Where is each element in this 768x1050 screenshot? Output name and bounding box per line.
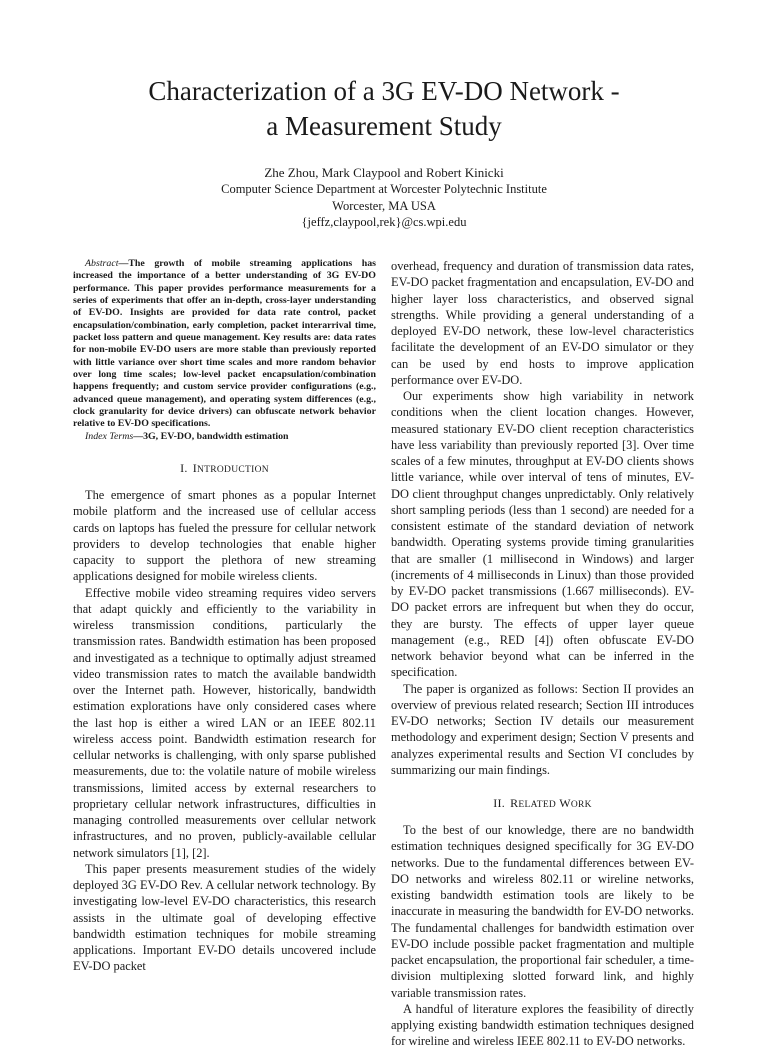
intro-paragraph-5: The paper is organized as follows: Section II provides an overview of previous related research; Section III introduces EV-DO networks; Section IV details our measurement methodology and experiment design; Section V presents and analyzes experimental results and Section VI concludes by summarizing our main findings. (391, 681, 694, 777)
section-title-initial: R (510, 796, 519, 810)
title-line-1: Characterization of a 3G EV-DO Network - (148, 76, 620, 106)
paper-title (40, 74, 728, 144)
related-paragraph-2: A handful of literature explores the feasibility of directly applying existing bandwidth estimation techniques designed for wireline and wireless IEEE 802.11 to EV-DO networks. (391, 1001, 694, 1049)
related-paragraph-1: To the best of our knowledge, there are no bandwidth estimation techniques designed specifically for 3G EV-DO networks. Due to the fundamental differences between EV-DO networks and wireless 802.11 or wireline networks, existing bandwidth estimation tools are likely to be inaccurate in measuring the bandwidth for EV-DO networks. The fundamental challenges for bandwidth estimation over EV-DO include possible packet fragmentation and multiple packet encapsulation, the proportional fair scheduler, a time-division multiplexing slotted forward link, and highly variable transmission rates. (391, 823, 694, 1000)
affiliation: Computer Science Department at Worcester Polytechnic Institute (221, 182, 547, 196)
intro-paragraph-1: The emergence of smart phones as a popular Internet mobile platform and the increased use of cellular access cards on laptops has fueled the pressure for cellular network providers to develop technologies that enable higher capacity to support the plethora of new streaming applications designed for mobile wireless clients. (73, 488, 376, 584)
abstract-label: Abstract (85, 258, 119, 269)
section-heading-related-work (391, 795, 694, 813)
location: Worcester, MA USA (332, 198, 436, 213)
section-heading-introduction (73, 460, 376, 478)
section-title-initial-2: W (559, 796, 571, 810)
abstract-text: —The growth of mobile streaming applications has increased the importance of a better understanding of 3G EV-DO performance. This paper provides performance measurements for a series of experiments that offer an in-depth, cross-layer understanding of EV-DO. Insights are provided for data rate control, packet encapsulation/combination, early completion, packet interarrival time, packet loss pattern and queue management. Key results are: data rates for non-mobile EV-DO users are more stable than previously reported with little variance over short time scales and more random behavior over long time scales; low-level packet encapsulation/combination happens frequently; and custom service provider configurations (e.g., advanced queue management), and operating system differences (e.g., clock granularity for device drivers) can obfuscate network behavior relative to EV-DO specifications. (73, 258, 376, 430)
abstract (73, 258, 376, 431)
left-column (73, 258, 376, 975)
section-title-rest: NTRODUCTION (197, 465, 269, 476)
affiliation-block (40, 181, 728, 231)
intro-paragraph-2: Effective mobile video streaming requires video servers that adapt quickly and efficiently to the variability in wireless transmission conditions, particularly the transmission rates. Bandwidth estimation has been proposed and investigated as a technique to optimally adjust streamed video transmission rates to match the available bandwidth over the Internet path. However, historically, bandwidth estimation explorations have only considered cases where the last hop is either a wired LAN or an IEEE 802.11 wireless access point. Bandwidth estimation research for cellular networks is challenging, with only sparse published measurements, due to: the volatile nature of mobile wireless transmissions, limited access by external researchers to proprietary cellular network infrastructures, difficulties in managing controlled measurements over cellular network infrastructures, and no proven, publicly-available cellular network simulators [1], [2]. (73, 585, 376, 860)
section-title-rest-2: ORK (570, 800, 592, 810)
intro-paragraph-3-start: This paper presents measurement studies of the widely deployed 3G EV-DO Rev. A cellular network technology. By investigating low-level EV-DO characteristics, this research assists in the ultimate goal of developing effective bandwidth estimation techniques for mobile streaming applications. Important EV-DO details uncovered include EV-DO packet (73, 861, 376, 974)
index-terms (73, 431, 376, 443)
author-emails: {jeffz,claypool,rek}@cs.wpi.edu (301, 215, 467, 229)
section-title-rest: ELATED (518, 800, 557, 810)
section-title-initial: I (192, 461, 197, 476)
index-terms-text: —3G, EV-DO, bandwidth estimation (133, 430, 289, 442)
intro-paragraph-3-cont: overhead, frequency and duration of transmission data rates, EV-DO packet fragmentation and encapsulation, EV-DO and higher layer loss characteristics, and observed signal strengths. While providing a general understanding of a deployed EV-DO network, these low-level characteristics facilitate the development of an EV-DO simulator or they can be used by end hosts to improve application performance over EV-DO. (391, 259, 694, 387)
index-terms-label: Index Terms (85, 430, 134, 442)
right-column (391, 258, 694, 1050)
intro-paragraph-4: Our experiments show high variability in network conditions when the client location changes. However, measured stationary EV-DO client reception characteristics have less variability than previously reported [3]. Over time scales of a few minutes, throughput at EV-DO clients shows little variance, while over interval of tens of minutes, EV-DO client throughput changes unpredictably. Only relatively short sampling periods (less than 1 second) are needed for a consistent estimate of the standard deviation of network bandwidth. Operating systems provide timing granularities that are smaller (1 millisecond in Windows) and larger (increments of 4 milliseconds in Linux) than those provided by EV-DO packet transmissions (1.667 milliseconds). EV-DO packet errors are infrequent but when they do occur, they are bursty. The effects of upper layer queue management (e.g., RED [4]) often obfuscate EV-DO network behavior beyond what can be inferred in the specification. (391, 389, 694, 680)
section-number: I. (180, 461, 188, 476)
author-list: Zhe Zhou, Mark Claypool and Robert Kinicki (264, 165, 504, 180)
section-number: II. (493, 796, 506, 810)
title-line-2: a Measurement Study (266, 111, 502, 141)
